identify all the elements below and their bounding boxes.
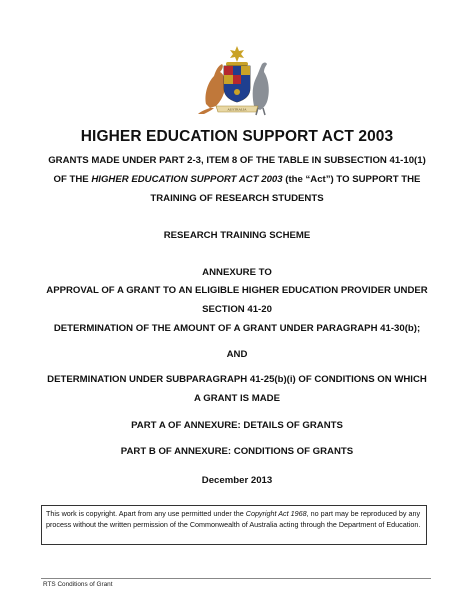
determination-conditions-line-1: DETERMINATION UNDER SUBPARAGRAPH 41-25(b)(i) OF CONDITIONS ON WHICH xyxy=(47,374,427,385)
grants-line-2-act-name: HIGHER EDUCATION SUPPORT ACT 2003 xyxy=(91,174,283,185)
and-heading: AND xyxy=(226,349,248,360)
grants-line-3: TRAINING OF RESEARCH STUDENTS xyxy=(150,193,324,204)
copyright-notice xyxy=(41,505,427,545)
grants-line-2-prefix: OF THE xyxy=(53,174,92,185)
emblem-motto: AUSTRALIA xyxy=(227,107,247,112)
copyright-text-1: This work is copyright. Apart from any use permitted under the xyxy=(46,509,246,518)
approval-line-2: SECTION 41-20 xyxy=(202,304,272,315)
grants-line-2 xyxy=(20,170,454,189)
part-b-heading: PART B OF ANNEXURE: CONDITIONS OF GRANTS xyxy=(120,446,354,457)
approval-line-1: APPROVAL OF A GRANT TO AN ELIGIBLE HIGHER EDUCATION PROVIDER UNDER xyxy=(46,285,428,296)
footer-text: RTS Conditions of Grant xyxy=(43,581,113,588)
scheme-heading: RESEARCH TRAINING SCHEME xyxy=(163,230,311,241)
grants-line-1: GRANTS MADE UNDER PART 2-3, ITEM 8 OF THE TABLE IN SUBSECTION 41-10(1) xyxy=(48,155,426,166)
commonwealth-coat-of-arms-icon xyxy=(198,44,276,116)
part-a-heading: PART A OF ANNEXURE: DETAILS OF GRANTS xyxy=(131,420,343,431)
determination-amount-line: DETERMINATION OF THE AMOUNT OF A GRANT UNDER PARAGRAPH 41-30(b); xyxy=(53,323,421,334)
document-date: December 2013 xyxy=(201,475,273,486)
copyright-text-2: , no part may be reproduced by any process without the written permission of the Commonwealth of Australia acting through the Department of Education. xyxy=(46,509,421,530)
annexure-to-heading: ANNEXURE TO xyxy=(202,267,272,278)
copyright-act-name: Copyright Act 1968 xyxy=(245,509,307,518)
determination-conditions-line-2: A GRANT IS MADE xyxy=(194,393,280,404)
act-title: HIGHER EDUCATION SUPPORT ACT 2003 xyxy=(80,128,394,145)
footer-divider xyxy=(41,578,431,579)
grants-line-2-suffix: (the “Act”) TO SUPPORT THE xyxy=(282,174,421,185)
